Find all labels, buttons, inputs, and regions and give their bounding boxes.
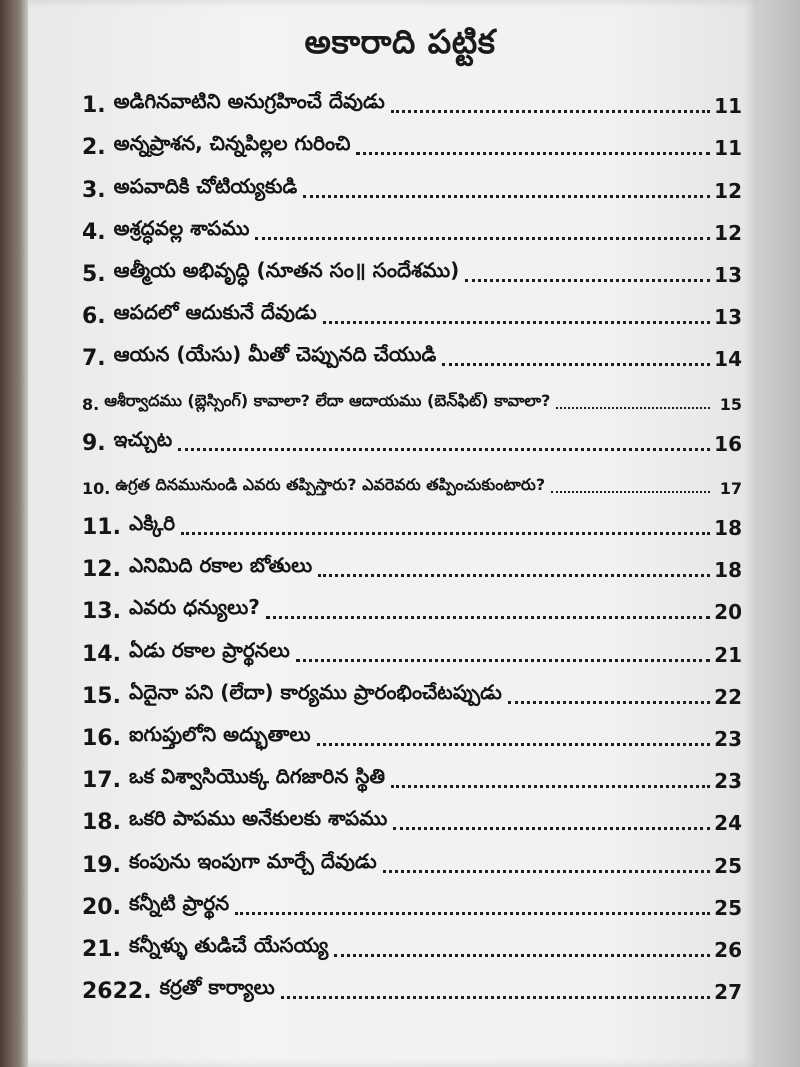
entry-page-number: 18 — [714, 558, 742, 583]
dot-leader — [317, 743, 710, 746]
entry-title: ఎనిమిది రకాల బోతులు — [128, 553, 313, 578]
dot-leader — [334, 954, 710, 957]
dot-leader — [442, 363, 710, 366]
entry-number: 20. — [82, 894, 121, 920]
toc-entry — [82, 926, 742, 968]
dot-leader — [556, 407, 710, 409]
entry-title: ఏడు రకాల ప్రార్థనలు — [128, 637, 290, 662]
entry-number: 9. — [82, 430, 106, 456]
entry-page-number: 22 — [714, 684, 742, 709]
entry-number: 19. — [82, 852, 121, 878]
entry-number: 2622. — [82, 979, 152, 1005]
entry-title: అశ్రద్ధవల్ల శాపము — [113, 215, 250, 240]
toc-entry — [82, 251, 742, 293]
entry-page-number: 11 — [714, 136, 742, 161]
dot-leader — [178, 448, 710, 451]
entry-page-number: 13 — [714, 305, 742, 330]
toc-entry — [82, 82, 742, 124]
toc-entry — [82, 715, 742, 757]
entry-title: ఎక్కిరి — [128, 511, 176, 536]
entry-title: కర్రతో కార్యాలు — [159, 975, 275, 1000]
dot-leader — [551, 491, 710, 493]
entry-page-number: 12 — [714, 178, 742, 203]
entry-title: ఆత్మీయ అభివృద్ధి (నూతన సం॥ సందేశము) — [113, 257, 460, 282]
dot-leader — [391, 110, 710, 113]
dot-leader — [181, 532, 710, 535]
entry-page-number: 20 — [714, 600, 742, 625]
toc-entry — [82, 673, 742, 715]
entry-number: 12. — [82, 557, 121, 583]
entry-title: అన్నప్రాశన, చిన్నపిల్లల గురించి — [113, 131, 351, 156]
entry-number: 8. — [82, 394, 100, 414]
entry-page-number: 12 — [714, 220, 742, 245]
dot-leader — [235, 912, 710, 915]
entry-title: అడిగినవాటిని అనుగ్రహించే దేవుడు — [113, 89, 385, 114]
toc-entry — [82, 546, 742, 588]
entry-title: ఇచ్చుట — [113, 426, 173, 451]
entry-number: 11. — [82, 515, 121, 541]
entry-number: 16. — [82, 726, 121, 751]
entry-title: కంపును ఇంపుగా మార్చే దేవుడు — [128, 848, 377, 873]
entry-title: అపవాదికి చోటియ్యకుడి — [113, 173, 298, 198]
dot-leader — [356, 152, 710, 155]
entry-number: 14. — [82, 641, 121, 667]
toc-entry — [82, 757, 742, 799]
entry-page-number: 17 — [719, 478, 742, 498]
entry-page-number: 11 — [714, 94, 742, 119]
entry-number: 21. — [82, 936, 121, 962]
entry-title: ఎవరు ధన్యులు? — [128, 595, 260, 620]
toc-entry — [82, 166, 742, 208]
entry-number: 1. — [82, 93, 106, 119]
entry-number: 6. — [82, 304, 106, 330]
entry-number: 10. — [82, 478, 111, 498]
entry-title: ఆశీర్వాదము (బ్లెస్సింగ్) కావాలా? లేదా ఆదాయము (బెన్‌ఫిట్) కావాలా? — [104, 390, 551, 410]
dot-leader — [266, 616, 710, 619]
entry-number: 3. — [82, 177, 106, 203]
entry-number: 17. — [82, 768, 121, 794]
toc-entry — [82, 968, 742, 1010]
dot-leader — [393, 827, 710, 830]
dot-leader — [303, 195, 710, 198]
toc-entry — [82, 293, 742, 335]
entry-title: ఏదైనా పని (లేదా) కార్యము ప్రారంభించేటప్పుడు — [128, 679, 502, 704]
entry-page-number: 27 — [714, 980, 742, 1005]
entry-page-number: 21 — [714, 642, 742, 667]
entry-page-number: 25 — [714, 853, 742, 878]
entry-number: 15. — [82, 683, 121, 709]
toc-entry — [82, 420, 742, 462]
toc-entry — [82, 630, 742, 672]
page-edge — [758, 0, 800, 1067]
dot-leader — [318, 574, 710, 577]
dot-leader — [255, 237, 710, 240]
toc-entry — [82, 884, 742, 926]
entry-title: ఒకరి పాపము అనేకులకు శాపము — [128, 806, 388, 831]
dot-leader — [465, 279, 710, 282]
entry-page-number: 23 — [714, 769, 742, 794]
entry-page-number: 26 — [714, 937, 742, 962]
toc-entry — [82, 504, 742, 546]
dot-leader — [391, 785, 710, 788]
entry-number: 18. — [82, 810, 121, 836]
toc-entry — [82, 335, 742, 377]
page-title: అకారాది పట్టిక — [304, 22, 496, 61]
entry-number: 7. — [82, 346, 106, 372]
entry-page-number: 24 — [714, 811, 742, 836]
toc-entry — [82, 841, 742, 883]
toc-entry — [82, 588, 742, 630]
dot-leader — [383, 870, 710, 873]
dot-leader — [323, 321, 710, 324]
entry-title: కన్నీళ్ళు తుడిచే యేసయ్య — [128, 932, 329, 957]
toc-entry — [82, 462, 742, 504]
entry-title: ఐగుప్తులోని అద్భుతాలు — [128, 722, 311, 746]
toc-entry — [82, 209, 742, 251]
entry-number: 13. — [82, 599, 121, 625]
entry-number: 2. — [82, 135, 106, 161]
dot-leader — [508, 701, 710, 704]
entry-page-number: 15 — [719, 394, 742, 414]
entry-title: ఆయన (యేసు) మీతో చెప్పునది చేయుడి — [113, 342, 437, 367]
dot-leader — [281, 996, 710, 999]
entry-title: ఉగ్రత దినమునుండి ఎవరు తప్పిస్తారు? ఎవరెవరు తప్పించుకుంటారు? — [115, 474, 546, 494]
entry-page-number: 18 — [714, 516, 742, 541]
entry-page-number: 23 — [714, 727, 742, 751]
toc-entry — [82, 124, 742, 166]
book-spine-shadow — [0, 0, 28, 1067]
entry-page-number: 16 — [714, 431, 742, 456]
dot-leader — [296, 659, 710, 662]
entry-number: 5. — [82, 261, 106, 287]
entry-title: ఆపదలో ఆదుకునే దేవుడు — [113, 300, 317, 325]
toc-entry — [82, 799, 742, 841]
toc-entry — [82, 377, 742, 419]
entry-page-number: 25 — [714, 895, 742, 920]
entry-title: ఒక విశ్వాసియొక్క దిగజారిన స్థితి — [128, 764, 386, 789]
entry-page-number: 13 — [714, 262, 742, 287]
table-of-contents — [82, 82, 742, 1010]
entry-number: 4. — [82, 219, 106, 245]
entry-title: కన్నీటి ప్రార్థన — [128, 890, 230, 915]
entry-page-number: 14 — [714, 347, 742, 372]
